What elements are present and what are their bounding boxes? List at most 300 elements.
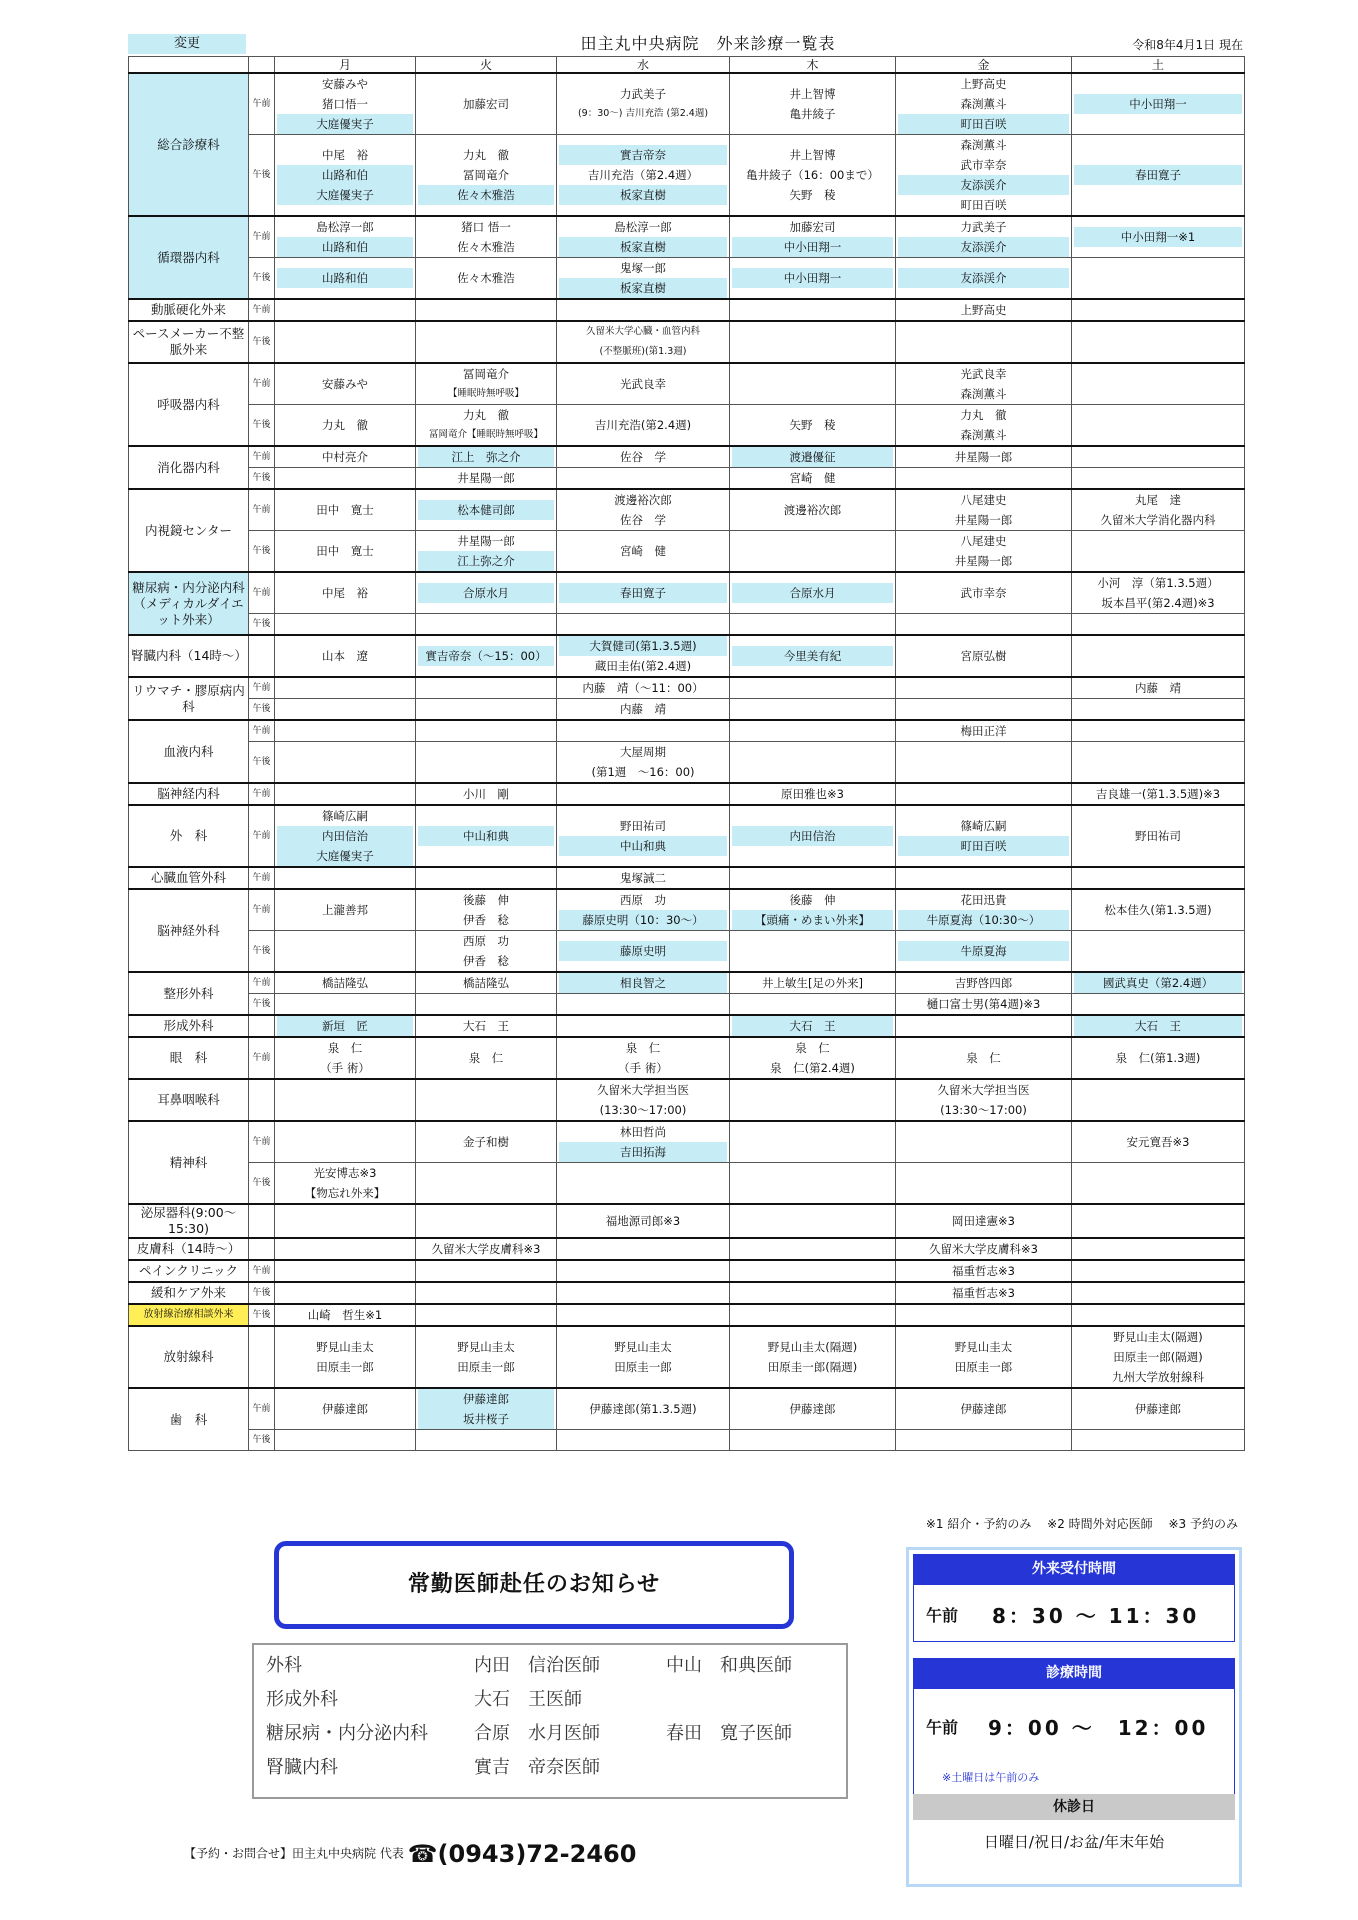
schedule-row <box>129 321 1245 363</box>
doctor-name: 内藤 靖 <box>620 702 666 716</box>
doctor-name: 泉 仁 <box>468 1051 504 1065</box>
doctor-name: 大庭優実子 <box>277 114 413 134</box>
schedule-cell <box>730 1079 896 1121</box>
schedule-cell <box>275 1260 416 1282</box>
schedule-cell <box>1072 321 1245 363</box>
doctor-name: 松本健司郎 <box>418 500 554 520</box>
schedule-cell <box>416 405 557 447</box>
schedule-cell <box>416 931 557 973</box>
schedule-cell <box>416 572 557 614</box>
doctor-name: (13:30～17:00) <box>940 1103 1027 1117</box>
schedule-cell <box>1072 258 1245 300</box>
doctor-name: 加藤宏司 <box>463 97 509 111</box>
schedule-cell <box>557 699 730 721</box>
schedule-cell <box>275 1282 416 1304</box>
schedule-row <box>129 1015 1245 1037</box>
doctor-name: 松本佳久(第1.3.5週) <box>1104 903 1212 917</box>
time-slot: 午前 <box>249 1121 275 1163</box>
schedule-cell <box>416 135 557 217</box>
schedule-cell <box>730 783 896 805</box>
schedule-row <box>129 489 1245 531</box>
reception-label: 午前 <box>926 1606 959 1625</box>
schedule-cell <box>275 1326 416 1388</box>
schedule-row <box>129 867 1245 889</box>
time-slot: 午後 <box>249 699 275 721</box>
schedule-cell <box>275 614 416 636</box>
schedule-cell <box>416 489 557 531</box>
schedule-cell <box>896 135 1072 217</box>
doctor-name: 吉川充浩（第2.4週） <box>587 168 699 182</box>
doctor-name: 井上智博 <box>789 87 836 101</box>
doctor-name: 【睡眠時無呼吸】 <box>447 388 524 399</box>
schedule-row <box>129 299 1245 321</box>
schedule-cell <box>896 1238 1072 1260</box>
schedule-cell <box>896 699 1072 721</box>
time-slot: 午後 <box>249 931 275 973</box>
schedule-row <box>129 446 1245 468</box>
doctor-name: 林田哲尚 <box>620 1125 666 1139</box>
doctor-name: 【物忘れ外来】 <box>304 1186 386 1200</box>
schedule-cell <box>416 972 557 994</box>
schedule-cell <box>1072 468 1245 490</box>
schedule-row <box>129 699 1245 721</box>
doctor-name: 坂井桜子 <box>418 1409 554 1429</box>
doctor-name: 安藤みや <box>322 77 368 91</box>
doctor-name: 後藤 伸 <box>463 893 509 907</box>
schedule-cell <box>730 363 896 405</box>
department-name: 形成外科 <box>129 1015 249 1037</box>
schedule-cell <box>1072 135 1245 217</box>
doctor-name: 山路和伯 <box>277 268 413 288</box>
phone-number[interactable]: ☎(0943)72-2460 <box>407 1840 637 1868</box>
new-doctor-dept: 形成外科 <box>266 1689 338 1710</box>
schedule-row <box>129 1121 1245 1163</box>
doctor-name: 田中 寛士 <box>316 503 374 517</box>
doctor-name: 吉田拓海 <box>559 1142 727 1162</box>
doctor-name: 伊香 稔 <box>463 913 509 927</box>
doctor-name: 福重哲志※3 <box>952 1286 1015 1300</box>
time-slot: 午前 <box>249 677 275 699</box>
doctor-name: 矢野 稜 <box>789 188 836 202</box>
department-name: 外 科 <box>129 805 249 867</box>
schedule-cell <box>1072 572 1245 614</box>
doctor-name: 井星陽一郎 <box>457 471 515 485</box>
schedule-cell <box>275 805 416 867</box>
doctor-name: 板家直樹 <box>559 237 727 257</box>
schedule-cell <box>896 258 1072 300</box>
doctor-name: 泉 仁 <box>795 1041 830 1055</box>
time-slot: 午後 <box>249 742 275 784</box>
doctor-name: 福重哲志※3 <box>952 1264 1015 1278</box>
department-name: 耳鼻咽喉科 <box>129 1079 249 1121</box>
schedule-cell <box>275 216 416 258</box>
doctor-name: 森渕薫斗 <box>960 97 1007 111</box>
schedule-cell <box>730 531 896 573</box>
schedule-row <box>129 635 1245 677</box>
hours-panel <box>906 1547 1242 1887</box>
footnotes: ※1 紹介・予約のみ ※2 時間外対応医師 ※3 予約のみ <box>925 1517 1238 1531</box>
schedule-cell <box>730 299 896 321</box>
schedule-cell <box>730 889 896 931</box>
doctor-name: 中尾 裕 <box>322 148 368 162</box>
schedule-cell <box>1072 405 1245 447</box>
schedule-cell <box>557 1326 730 1388</box>
header-corner <box>129 57 249 74</box>
schedule-cell <box>416 867 557 889</box>
time-slot: 午後 <box>249 468 275 490</box>
department-name: 脳神経内科 <box>129 783 249 805</box>
doctor-name: 金子和樹 <box>463 1135 509 1149</box>
doctor-name: 町田百咲 <box>898 836 1069 856</box>
schedule-row <box>129 1079 1245 1121</box>
doctor-name: 上瀧善邦 <box>322 903 368 917</box>
doctor-name: 渡邉優征 <box>732 447 893 467</box>
doctor-name: 野見山圭太 <box>614 1340 672 1354</box>
schedule-cell <box>416 216 557 258</box>
schedule-row <box>129 972 1245 994</box>
schedule-cell <box>416 1430 557 1451</box>
schedule-cell <box>730 258 896 300</box>
schedule-cell <box>275 572 416 614</box>
doctor-name: 冨岡竜介 <box>463 367 509 381</box>
schedule-cell <box>730 699 896 721</box>
schedule-row <box>129 258 1245 300</box>
time-slot: 午後 <box>249 405 275 447</box>
schedule-cell <box>1072 783 1245 805</box>
schedule-row <box>129 1430 1245 1451</box>
doctor-name: 原田雅也※3 <box>781 787 844 801</box>
doctor-name: 久留米大学消化器内科 <box>1100 513 1216 527</box>
schedule-row <box>129 1388 1245 1430</box>
doctor-name: 矢野 稜 <box>789 418 836 432</box>
doctor-name: 實吉帝奈（～15：00） <box>418 646 554 666</box>
time-slot: 午前 <box>249 446 275 468</box>
doctor-name: 藤原史明 <box>559 941 727 961</box>
doctor-name: 山路和伯 <box>277 237 413 257</box>
schedule-cell <box>416 1015 557 1037</box>
doctor-name: 島松淳一郎 <box>614 220 672 234</box>
schedule-cell <box>896 363 1072 405</box>
doctor-name: 久留米大学皮膚科※3 <box>431 1242 541 1256</box>
schedule-cell <box>275 1015 416 1037</box>
schedule-cell <box>1072 299 1245 321</box>
schedule-row <box>129 742 1245 784</box>
doctor-name: 友添渓介 <box>898 268 1069 288</box>
schedule-cell <box>416 299 557 321</box>
schedule-cell <box>416 1238 557 1260</box>
doctor-name: 上野高史 <box>960 77 1007 91</box>
day-header: 水 <box>557 57 730 74</box>
doctor-name: 小川 剛 <box>463 787 509 801</box>
doctor-name: 久留米大学心臓・血管内科 <box>585 326 700 337</box>
doctor-name: 中小田翔一 <box>732 237 893 257</box>
schedule-cell <box>730 1430 896 1451</box>
schedule-cell <box>730 742 896 784</box>
doctor-name: 光武良幸 <box>620 377 666 391</box>
schedule-cell <box>557 805 730 867</box>
doctor-name: 中小田翔一 <box>1074 94 1242 114</box>
schedule-cell <box>275 299 416 321</box>
schedule-cell <box>275 699 416 721</box>
schedule-cell <box>557 867 730 889</box>
schedule-cell <box>557 1037 730 1079</box>
doctor-name: 野田祐司 <box>1135 829 1181 843</box>
schedule-cell <box>416 1163 557 1205</box>
doctor-name: 渡邊裕次郎 <box>783 503 842 517</box>
doctor-name: 野見山圭太 <box>457 1340 515 1354</box>
doctor-name: 内田信治 <box>732 826 893 846</box>
doctor-name: 宮崎 健 <box>620 544 666 558</box>
schedule-cell <box>557 216 730 258</box>
doctor-name: 國武真史（第2.4週） <box>1074 973 1242 993</box>
schedule-cell <box>416 614 557 636</box>
schedule-cell <box>557 1163 730 1205</box>
department-name: 眼 科 <box>129 1037 249 1079</box>
schedule-cell <box>1072 699 1245 721</box>
department-name: 整形外科 <box>129 972 249 1015</box>
schedule-cell <box>416 742 557 784</box>
schedule-cell <box>730 635 896 677</box>
schedule-cell <box>1072 1163 1245 1205</box>
schedule-cell <box>730 135 896 217</box>
schedule-row <box>129 1163 1245 1205</box>
closed-days: 日曜日/祝日/お盆/年末年始 <box>983 1833 1165 1851</box>
day-header: 月 <box>275 57 416 74</box>
schedule-table <box>128 56 1245 1451</box>
time-slot: 午後 <box>249 531 275 573</box>
doctor-name: 坂本昌平(第2.4週)※3 <box>1101 596 1215 610</box>
doctor-name: 光武良幸 <box>960 367 1007 381</box>
schedule-cell <box>896 216 1072 258</box>
schedule-cell <box>1072 614 1245 636</box>
schedule-row <box>129 677 1245 699</box>
schedule-cell <box>730 1037 896 1079</box>
new-doctor-name: 大石 王医師 <box>474 1689 582 1710</box>
schedule-cell <box>557 1204 730 1238</box>
doctor-name: 井上智博 <box>789 148 836 162</box>
schedule-cell <box>275 1079 416 1121</box>
doctor-name: 野見山圭太(隔週) <box>1113 1330 1203 1344</box>
schedule-cell <box>1072 363 1245 405</box>
schedule-cell <box>557 135 730 217</box>
schedule-cell <box>730 446 896 468</box>
document-title: 田主丸中央病院 外来診療一覧表 <box>580 34 836 53</box>
doctor-name: 泉 仁 <box>327 1041 363 1055</box>
department-name: 腎臓内科（14時～） <box>129 635 249 677</box>
consult-box <box>913 1688 1235 1806</box>
doctor-name: 力丸 徹 <box>463 408 509 422</box>
doctor-name: 大庭優実子 <box>277 185 413 205</box>
doctor-name: 吉川充浩(第2.4週) <box>594 418 692 432</box>
doctor-name: 大石 王 <box>1074 1016 1242 1036</box>
doctor-name: 【頭痛・めまい外来】 <box>732 910 893 930</box>
schedule-row <box>129 1326 1245 1388</box>
schedule-cell <box>557 1282 730 1304</box>
schedule-cell <box>896 468 1072 490</box>
schedule-cell <box>275 742 416 784</box>
doctor-name: 田原圭一郎 <box>457 1360 515 1374</box>
schedule-cell <box>275 931 416 973</box>
schedule-cell <box>730 1326 896 1388</box>
schedule-cell <box>1072 1430 1245 1451</box>
doctor-name: 吉良雄一(第1.3.5週)※3 <box>1095 787 1221 801</box>
new-doctor-name: 春田 寛子医師 <box>666 1723 792 1744</box>
schedule-row <box>129 720 1245 742</box>
time-slot: 午前 <box>249 216 275 258</box>
schedule-cell <box>557 889 730 931</box>
department-name: ペインクリニック <box>129 1260 249 1282</box>
schedule-cell <box>1072 1388 1245 1430</box>
schedule-cell <box>896 1430 1072 1451</box>
schedule-cell <box>730 720 896 742</box>
doctor-name: 篠崎広嗣 <box>322 809 368 823</box>
schedule-cell <box>730 1304 896 1326</box>
day-header: 土 <box>1072 57 1245 74</box>
time-slot: 午後 <box>249 1304 275 1326</box>
schedule-cell <box>416 1204 557 1238</box>
schedule-cell <box>730 1238 896 1260</box>
schedule-cell <box>416 1282 557 1304</box>
schedule-cell <box>275 720 416 742</box>
doctor-name: 大石 王 <box>732 1016 893 1036</box>
schedule-cell <box>896 1260 1072 1282</box>
schedule-cell <box>557 258 730 300</box>
doctor-name: 伊藤達郎 <box>418 1389 554 1409</box>
doctor-name: 八尾建史 <box>960 493 1007 507</box>
doctor-name: 岡田達憲※3 <box>952 1214 1015 1228</box>
department-name: 血液内科 <box>129 720 249 783</box>
doctor-name: 野見山圭太 <box>954 1340 1013 1354</box>
time-slot <box>249 1204 275 1238</box>
schedule-cell <box>275 468 416 490</box>
department-name: リウマチ・膠原病内科 <box>129 677 249 720</box>
schedule-cell <box>896 1079 1072 1121</box>
doctor-name: 伊藤達郎 <box>322 1402 368 1416</box>
schedule-cell <box>557 1388 730 1430</box>
doctor-name: 加藤宏司 <box>789 220 836 234</box>
header <box>128 34 1243 56</box>
schedule-row <box>129 363 1245 405</box>
time-slot <box>249 1015 275 1037</box>
doctor-name: 大賀健司(第1.3.5週) <box>559 636 727 656</box>
schedule-body <box>129 73 1245 1451</box>
doctor-name: 中尾 裕 <box>322 586 368 600</box>
time-slot: 午後 <box>249 1282 275 1304</box>
time-slot: 午前 <box>249 972 275 994</box>
doctor-name: 泉 仁 <box>966 1051 1001 1065</box>
schedule-cell <box>896 1037 1072 1079</box>
schedule-cell <box>1072 1238 1245 1260</box>
new-doctor-dept: 外科 <box>266 1655 302 1676</box>
doctor-name: 内田信治 <box>277 826 413 846</box>
schedule-cell <box>416 1388 557 1430</box>
schedule-cell <box>557 73 730 135</box>
doctor-name: 合原水月 <box>418 583 554 603</box>
schedule-cell <box>275 1304 416 1326</box>
schedule-cell <box>416 468 557 490</box>
schedule-cell <box>416 1326 557 1388</box>
doctor-name: 伊藤達郎 <box>960 1402 1007 1416</box>
schedule-cell <box>557 363 730 405</box>
doctor-name: 中小田翔一※1 <box>1074 227 1242 247</box>
schedule-cell <box>557 531 730 573</box>
schedule-cell <box>275 363 416 405</box>
department-name: 呼吸器内科 <box>129 363 249 446</box>
schedule-cell <box>896 321 1072 363</box>
time-slot <box>249 1238 275 1260</box>
doctor-name: 中山和典 <box>559 836 727 856</box>
doctor-name: 牛原夏海（10:30～） <box>898 910 1069 930</box>
time-slot <box>249 635 275 677</box>
schedule-row <box>129 805 1245 867</box>
schedule-cell <box>1072 73 1245 135</box>
schedule-cell <box>896 931 1072 973</box>
schedule-cell <box>1072 1260 1245 1282</box>
schedule-cell <box>730 321 896 363</box>
day-header: 木 <box>730 57 896 74</box>
schedule-cell <box>1072 867 1245 889</box>
schedule-cell <box>1072 1326 1245 1388</box>
department-name: 循環器内科 <box>129 216 249 299</box>
schedule-cell <box>557 994 730 1016</box>
schedule-cell <box>1072 531 1245 573</box>
schedule-cell <box>730 972 896 994</box>
schedule-cell <box>557 635 730 677</box>
doctor-name: 伊藤達郎(第1.3.5週) <box>589 1402 697 1416</box>
time-slot: 午前 <box>249 73 275 135</box>
day-header: 金 <box>896 57 1072 74</box>
schedule-cell <box>730 572 896 614</box>
time-slot: 午後 <box>249 614 275 636</box>
schedule-cell <box>557 1430 730 1451</box>
doctor-name: 橋詰隆弘 <box>322 976 368 990</box>
schedule-cell <box>896 1121 1072 1163</box>
schedule-cell <box>896 405 1072 447</box>
doctor-name: 力丸 徹 <box>322 418 368 432</box>
doctor-name: 福地源司郎※3 <box>605 1214 681 1228</box>
schedule-cell <box>730 1282 896 1304</box>
time-slot: 午後 <box>249 994 275 1016</box>
schedule-cell <box>896 783 1072 805</box>
schedule-cell <box>416 258 557 300</box>
schedule-row <box>129 994 1245 1016</box>
schedule-cell <box>1072 1079 1245 1121</box>
schedule-cell <box>730 614 896 636</box>
doctor-name: 田原圭一郎(隔週) <box>1113 1350 1203 1364</box>
doctor-name: 板家直樹 <box>559 185 727 205</box>
department-name: 放射線科 <box>129 1326 249 1388</box>
doctor-name: 田原圭一郎 <box>954 1360 1013 1374</box>
new-doctor-name: 合原 水月医師 <box>474 1723 600 1744</box>
schedule-cell <box>730 931 896 973</box>
schedule-cell <box>896 994 1072 1016</box>
change-label: 変更 <box>128 34 246 54</box>
time-slot: 午前 <box>249 805 275 867</box>
time-slot: 午前 <box>249 720 275 742</box>
schedule-cell <box>896 1326 1072 1388</box>
department-name: 緩和ケア外来 <box>129 1282 249 1304</box>
schedule-row <box>129 531 1245 573</box>
doctor-name: 山路和伯 <box>277 165 413 185</box>
schedule-cell <box>416 677 557 699</box>
schedule-cell <box>557 489 730 531</box>
doctor-name: 今里美有紀 <box>732 646 893 666</box>
schedule-cell <box>730 677 896 699</box>
schedule-cell <box>1072 1037 1245 1079</box>
schedule-row <box>129 1304 1245 1326</box>
doctor-name: 九州大学放射線科 <box>1112 1370 1204 1384</box>
schedule-cell <box>896 867 1072 889</box>
